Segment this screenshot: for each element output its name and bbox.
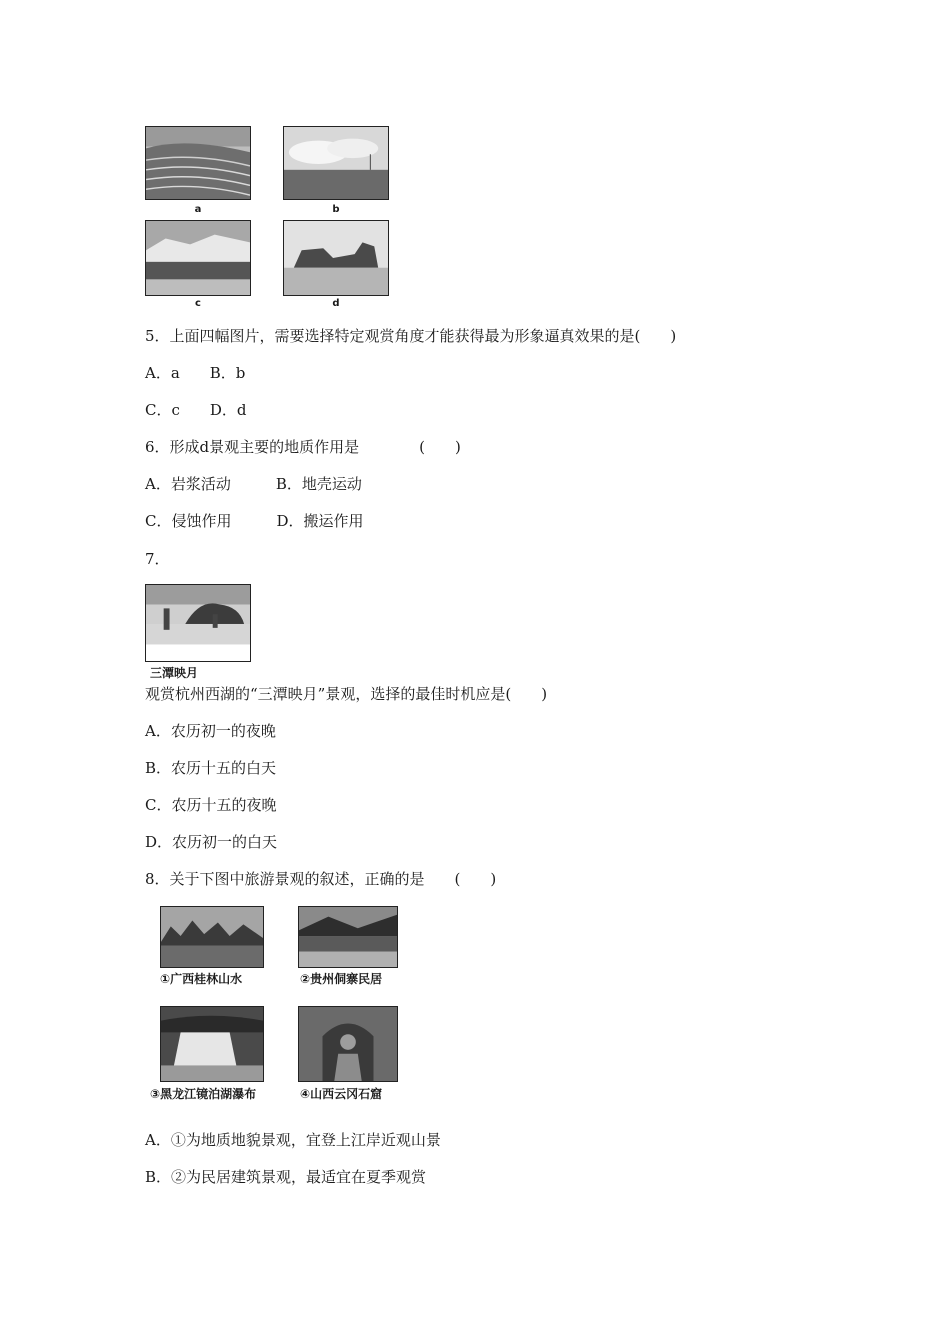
question-6-options-row1: A．岩浆活动 B．地壳运动 bbox=[145, 475, 362, 493]
photo-ice-cliffs bbox=[145, 220, 251, 296]
photo-jingpo-waterfall bbox=[160, 1006, 264, 1082]
question-7-option-b: B．农历十五的白天 bbox=[145, 759, 277, 777]
caption-c: c bbox=[195, 298, 201, 309]
question-7-option-a: A．农历初一的夜晚 bbox=[145, 722, 276, 740]
caption-b: b bbox=[332, 204, 340, 215]
photo-guilin-landscape bbox=[160, 906, 264, 968]
question-6-stem: 6．形成d景观主要的地质作用是 ( ) bbox=[145, 438, 461, 456]
caption-guilin: ①广西桂林山水 bbox=[160, 972, 243, 986]
caption-three-pools: 三潭映月 bbox=[150, 666, 199, 680]
question-5-options-row2: C．c D．d bbox=[145, 401, 247, 419]
photo-three-pools-mirroring-moon bbox=[145, 584, 251, 662]
question-8-option-a: A．①为地质地貌景观，宜登上江岸近观山景 bbox=[145, 1131, 441, 1149]
question-5-options-row1: A．a B．b bbox=[145, 364, 246, 382]
question-5-stem: 5．上面四幅图片，需要选择特定观赏角度才能获得最为形象逼真效果的是( ) bbox=[145, 327, 677, 345]
photo-yungang-grottoes bbox=[298, 1006, 398, 1082]
caption-jingpo-waterfall: ③黑龙江镜泊湖瀑布 bbox=[150, 1087, 257, 1101]
caption-yungang-grottoes: ④山西云冈石窟 bbox=[300, 1087, 383, 1101]
question-8-stem: 8．关于下图中旅游景观的叙述，正确的是 ( ) bbox=[145, 870, 497, 888]
question-7-stem: 观赏杭州西湖的“三潭映月”景观，选择的最佳时机应是( ) bbox=[145, 685, 548, 703]
photo-dong-village bbox=[298, 906, 398, 968]
caption-dong-village: ②贵州侗寨民居 bbox=[300, 972, 383, 986]
photo-grassland-sky bbox=[283, 126, 389, 200]
caption-a: a bbox=[194, 204, 202, 215]
question-7-option-c: C．农历十五的夜晚 bbox=[145, 796, 277, 814]
question-7-number: 7． bbox=[145, 550, 170, 568]
question-7-option-d: D．农历初一的白天 bbox=[145, 833, 278, 851]
question-6-options-row2: C．侵蚀作用 D．搬运作用 bbox=[145, 512, 364, 530]
question-8-option-b: B．②为民居建筑景观，最适宜在夏季观赏 bbox=[145, 1168, 427, 1186]
photo-desert-dunes bbox=[145, 126, 251, 200]
caption-d: d bbox=[332, 298, 340, 309]
photo-yardang-landform bbox=[283, 220, 389, 296]
